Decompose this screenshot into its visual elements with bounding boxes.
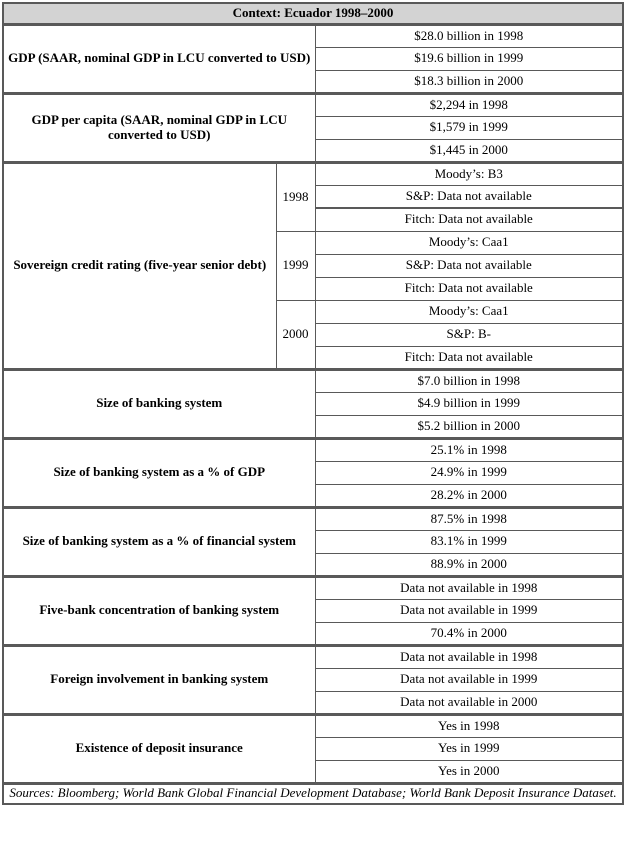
value-gdp-2000: $18.3 billion in 2000 xyxy=(315,70,623,93)
table-row xyxy=(3,162,623,185)
row-label-pct-finsys: Size of banking system as a % of financial system xyxy=(3,507,315,576)
value-conc-1999: Data not available in 1999 xyxy=(315,599,623,622)
value-foreign-1999: Data not available in 1999 xyxy=(315,668,623,691)
value-rating-1999-sp: S&P: Data not available xyxy=(315,254,623,277)
value-conc-1998: Data not available in 1998 xyxy=(315,576,623,599)
value-pctgdp-1998: 25.1% in 1998 xyxy=(315,438,623,461)
table-footer-row xyxy=(3,783,623,804)
value-gdp-1999: $19.6 billion in 1999 xyxy=(315,47,623,70)
value-pctgdp-2000: 28.2% in 2000 xyxy=(315,484,623,507)
sources-note: Sources: Bloomberg; World Bank Global Financial Development Database; World Bank Deposit Insurance Dataset. xyxy=(3,783,623,804)
value-pctgdp-1999: 24.9% in 1999 xyxy=(315,461,623,484)
value-foreign-2000: Data not available in 2000 xyxy=(315,691,623,714)
table-row xyxy=(3,645,623,668)
table-row xyxy=(3,507,623,530)
value-rating-1998-sp: S&P: Data not available xyxy=(315,185,623,208)
value-conc-2000: 70.4% in 2000 xyxy=(315,622,623,645)
value-pctfin-1998: 87.5% in 1998 xyxy=(315,507,623,530)
value-rating-1998-fitch: Fitch: Data not available xyxy=(315,208,623,231)
year-cell-1998: 1998 xyxy=(276,162,315,231)
value-gdp-1998: $28.0 billion in 1998 xyxy=(315,24,623,47)
value-depins-1999: Yes in 1999 xyxy=(315,737,623,760)
value-gdppc-1998: $2,294 in 1998 xyxy=(315,93,623,116)
value-rating-1999-moodys: Moody’s: Caa1 xyxy=(315,231,623,254)
table-row xyxy=(3,369,623,392)
value-rating-2000-moodys: Moody’s: Caa1 xyxy=(315,300,623,323)
table-row xyxy=(3,714,623,737)
row-label-gdp: GDP (SAAR, nominal GDP in LCU converted to USD) xyxy=(3,24,315,93)
table-row xyxy=(3,576,623,599)
row-label-pct-gdp: Size of banking system as a % of GDP xyxy=(3,438,315,507)
value-gdppc-1999: $1,579 in 1999 xyxy=(315,116,623,139)
value-depins-1998: Yes in 1998 xyxy=(315,714,623,737)
value-depins-2000: Yes in 2000 xyxy=(315,760,623,783)
value-rating-1999-fitch: Fitch: Data not available xyxy=(315,277,623,300)
value-rating-2000-sp: S&P: B- xyxy=(315,323,623,346)
value-banksize-2000: $5.2 billion in 2000 xyxy=(315,415,623,438)
value-rating-1998-moodys: Moody’s: B3 xyxy=(315,162,623,185)
value-pctfin-1999: 83.1% in 1999 xyxy=(315,530,623,553)
row-label-concentration: Five-bank concentration of banking system xyxy=(3,576,315,645)
context-table xyxy=(2,2,624,805)
table-row xyxy=(3,93,623,116)
row-label-deposit-insurance: Existence of deposit insurance xyxy=(3,714,315,783)
row-label-gdp-per-capita: GDP per capita (SAAR, nominal GDP in LCU converted to USD) xyxy=(3,93,315,162)
row-label-banking-size: Size of banking system xyxy=(3,369,315,438)
value-rating-2000-fitch: Fitch: Data not available xyxy=(315,346,623,369)
year-cell-2000: 2000 xyxy=(276,300,315,369)
value-foreign-1998: Data not available in 1998 xyxy=(315,645,623,668)
table-row xyxy=(3,24,623,47)
table-header-row xyxy=(3,3,623,24)
row-label-credit-rating: Sovereign credit rating (five-year senior debt) xyxy=(3,162,276,369)
year-cell-1999: 1999 xyxy=(276,231,315,300)
value-banksize-1999: $4.9 billion in 1999 xyxy=(315,392,623,415)
table-title: Context: Ecuador 1998–2000 xyxy=(3,3,623,24)
value-banksize-1998: $7.0 billion in 1998 xyxy=(315,369,623,392)
row-label-foreign: Foreign involvement in banking system xyxy=(3,645,315,714)
value-gdppc-2000: $1,445 in 2000 xyxy=(315,139,623,162)
value-pctfin-2000: 88.9% in 2000 xyxy=(315,553,623,576)
table-row xyxy=(3,438,623,461)
